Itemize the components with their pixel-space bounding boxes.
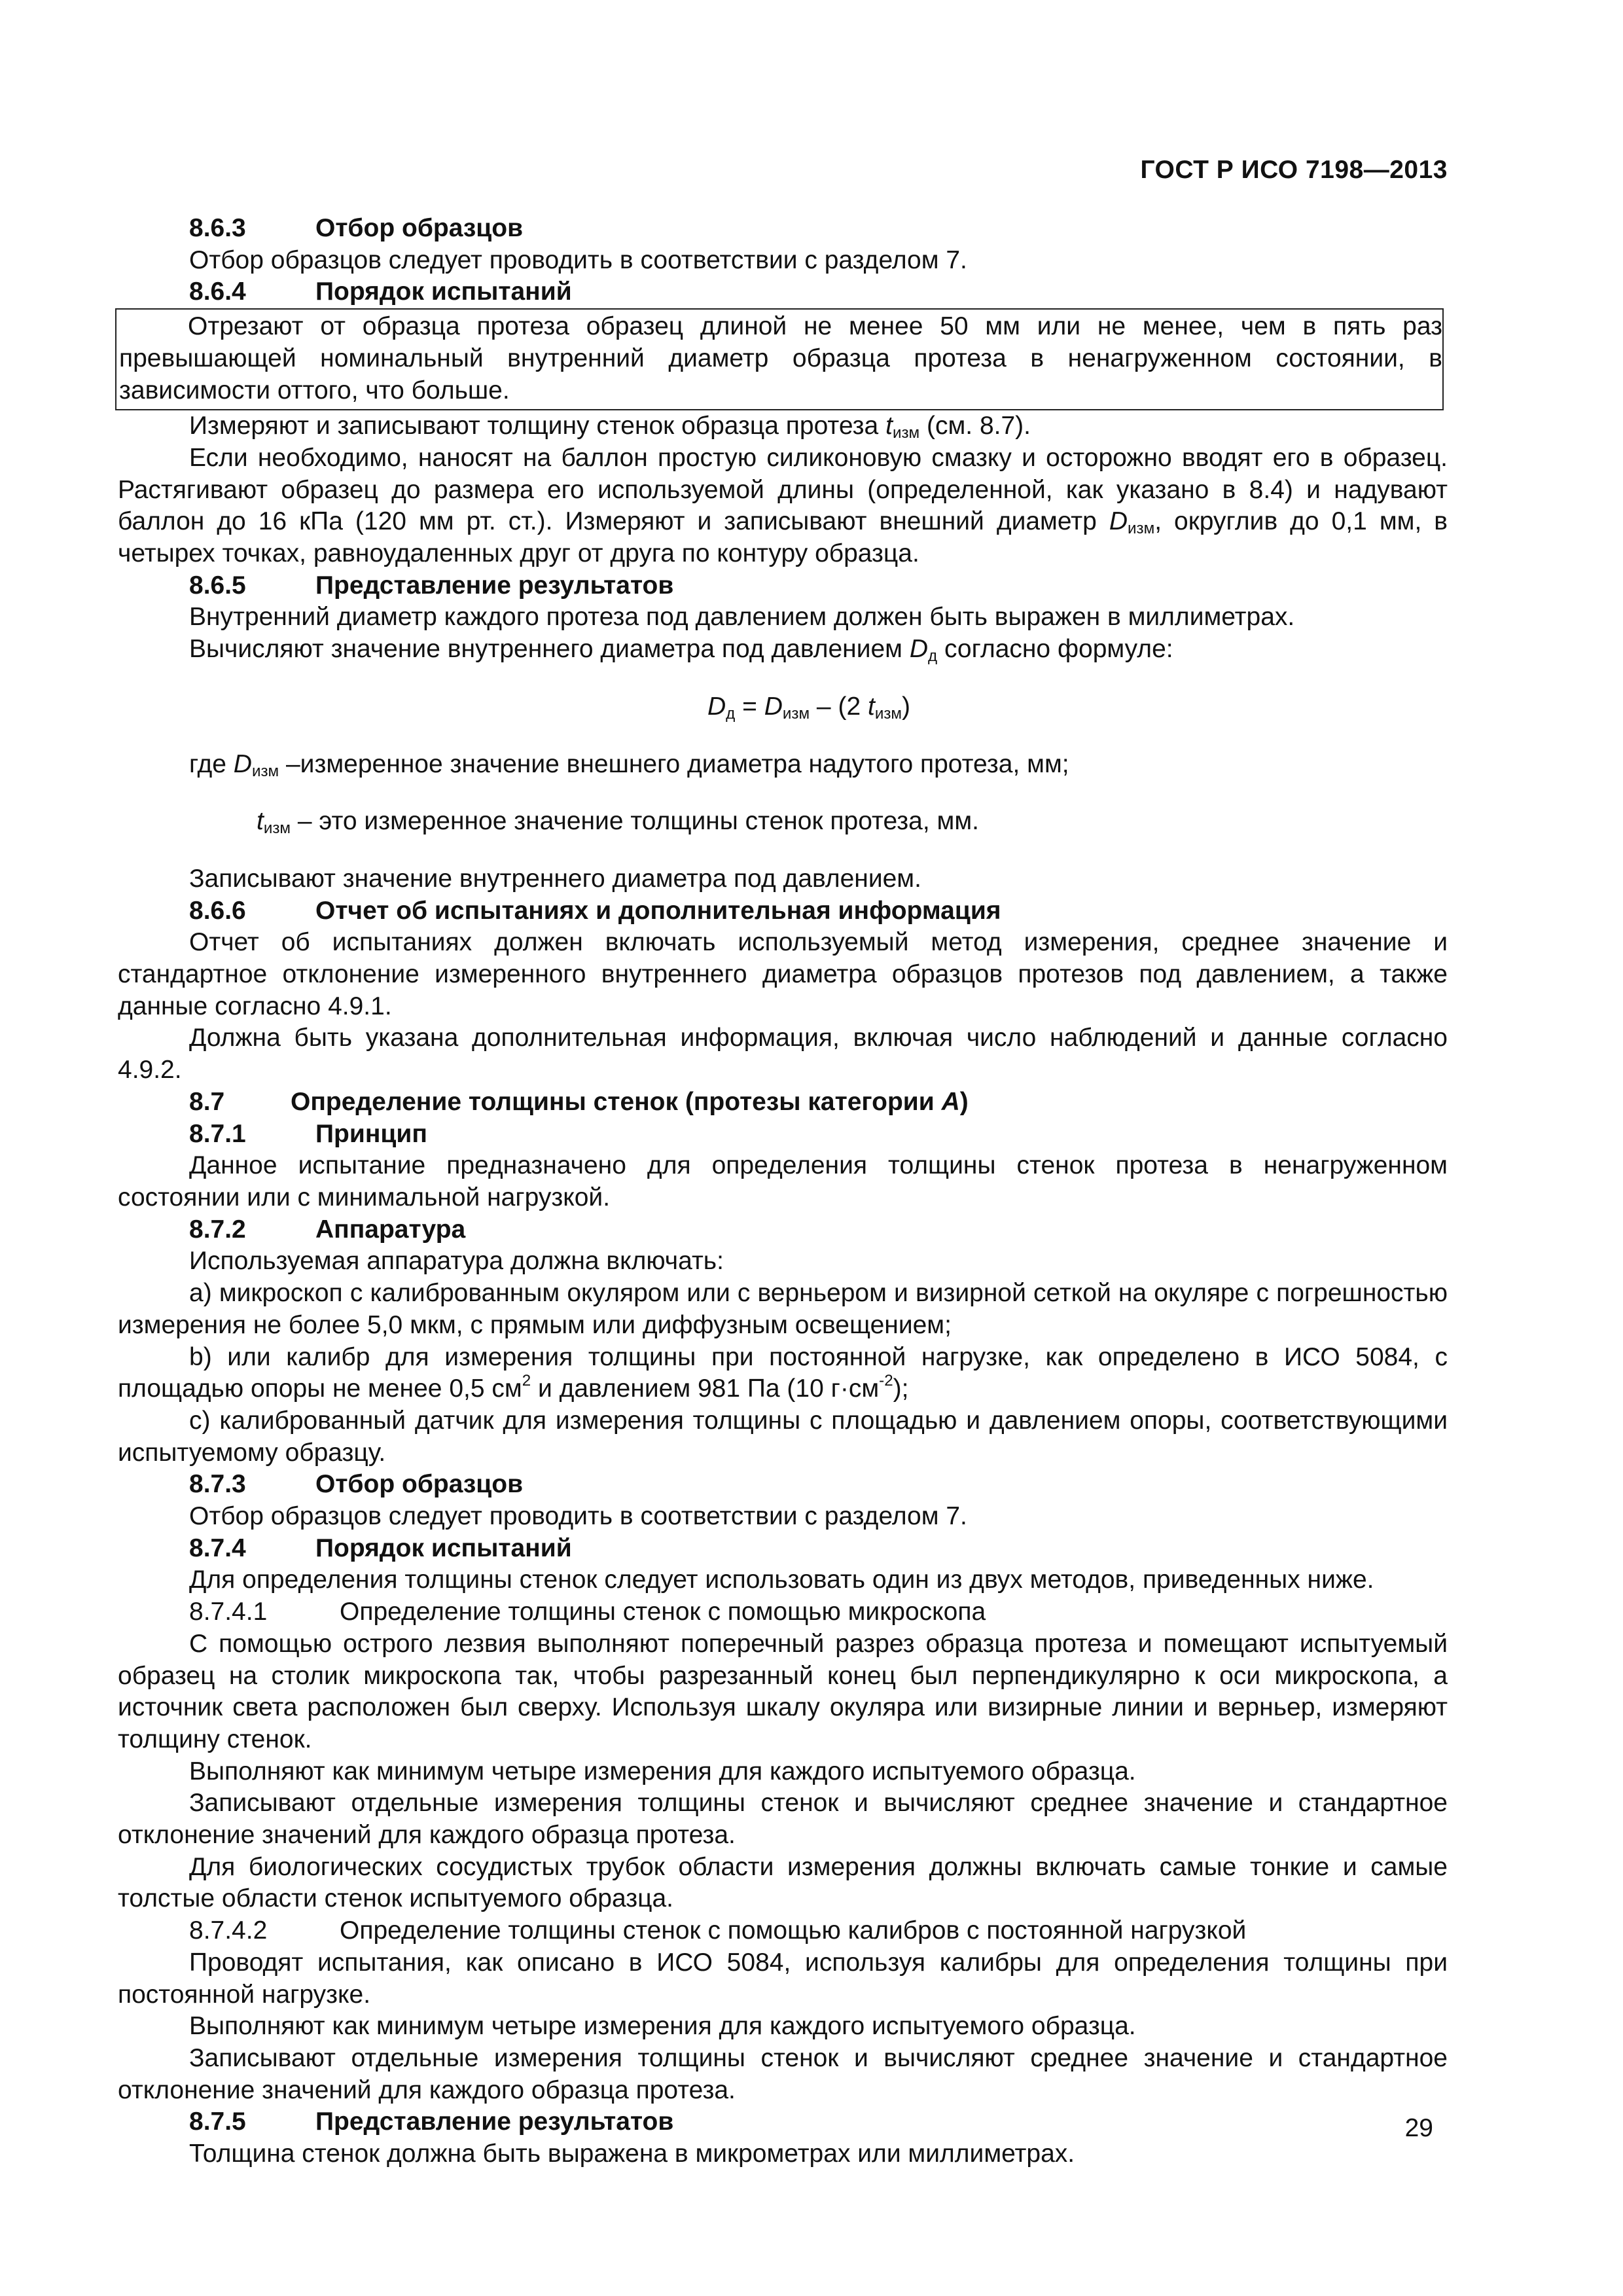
superscript: 2 xyxy=(522,1372,531,1390)
section-title: Аппаратура xyxy=(315,1215,466,1244)
subscript: изм xyxy=(251,762,279,780)
paragraph xyxy=(118,634,1448,666)
section-heading-8-6-3 xyxy=(118,213,1448,245)
text-run: где xyxy=(189,749,234,778)
text-run: согласно формуле: xyxy=(937,635,1173,664)
text-run: и давлением 981 Па (10 г·см xyxy=(531,1374,880,1403)
variable: D xyxy=(909,635,928,664)
section-heading-8-6-4 xyxy=(118,276,1448,308)
section-heading-8-7-1 xyxy=(118,1119,1448,1151)
text-run: Вычисляют значение внутреннего диаметра под давлением xyxy=(189,635,910,664)
section-number: 8.6.5 xyxy=(189,571,246,600)
section-number: 8.6.6 xyxy=(189,896,246,925)
where-clause xyxy=(118,749,1448,781)
paragraph: Проводят испытания, как описано в ИСО 5084, используя калибры для определения толщины при постоянной нагрузке. xyxy=(118,1948,1448,2009)
paragraph: Выполняют как минимум четыре измерения для каждого испытуемого образца. xyxy=(189,1757,1136,1785)
paragraph: Отбор образцов следует проводить в соответствии с разделом 7. xyxy=(189,245,967,274)
paragraph: Для биологических сосудистых трубок области измерения должны включать самые тонкие и самые толстые области стенок испытуемого образца. xyxy=(118,1852,1448,1913)
paragraph: Внутренний диаметр каждого протеза под давлением должен быть выражен в миллиметрах. xyxy=(189,603,1295,632)
text-run: Если необходимо, наносят на баллон простую силиконовую смазку и осторожно вводят его в образец. Растягивают образец до размера его используемой длины (определенной, как указано в 8.4) и надувают баллон до 16 кПа (120 мм рт. ст.). Измеряют и записывают внешний диаметр xyxy=(118,443,1448,536)
subsection-number: 8.7.4.2 xyxy=(189,1916,268,1945)
paragraph: Для определения толщины стенок следует использовать один из двух методов, приведенных ниже. xyxy=(189,1566,1374,1594)
subsection-title: Определение толщины стенок с помощью микроскопа xyxy=(340,1598,986,1626)
text-run: b) или калибр для измерения толщины при постоянной нагрузке, как определено в ИСО 5084, с площадью опоры не менее 0,5 см xyxy=(118,1342,1448,1403)
page-number: 29 xyxy=(1404,2114,1433,2142)
document-code-header: ГОСТ Р ИСО 7198—2013 xyxy=(1140,156,1448,184)
subsection-heading-8-7-4-1 xyxy=(118,1596,1448,1628)
section-heading-8-7-4 xyxy=(118,1533,1448,1565)
variable: D xyxy=(233,749,252,778)
variable: t xyxy=(867,692,875,721)
section-heading-8-7-3 xyxy=(118,1469,1448,1501)
section-number: 8.7.3 xyxy=(189,1470,246,1499)
list-item: а) микроскоп с калиброванным окуляром или с верньером и визирной сеткой на окуляре с погрешностью измерения не более 5,0 мкм, с прямым или диффузным освещением; xyxy=(118,1279,1448,1339)
variable: D xyxy=(707,692,726,721)
text-run: ) xyxy=(959,1087,969,1116)
paragraph: Отбор образцов следует проводить в соответствии с разделом 7. xyxy=(189,1502,967,1531)
list-item xyxy=(118,1342,1448,1405)
section-number: 8.7.4 xyxy=(189,1534,246,1562)
section-number: 8.6.3 xyxy=(189,214,246,242)
paragraph: Должна быть указана дополнительная информация, включая число наблюдений и данные согласно 4.9.2. xyxy=(118,1024,1448,1085)
text-run: Измеряют и записывают толщину стенок образца протеза xyxy=(189,412,886,440)
list-item: с) калиброванный датчик для измерения толщины с площадью и давлением опоры, соответствующими испытуемому образцу. xyxy=(118,1406,1448,1467)
section-heading-8-7-5 xyxy=(118,2106,1448,2138)
variable: t xyxy=(257,807,264,836)
section-title: Принцип xyxy=(315,1119,427,1148)
section-title: Отчет об испытаниях и дополнительная информация xyxy=(315,896,1001,925)
subscript: изм xyxy=(874,704,902,723)
superscript: -2 xyxy=(879,1372,893,1390)
section-heading-8-6-5 xyxy=(118,570,1448,602)
text-run: ) xyxy=(902,692,911,721)
subscript: изм xyxy=(892,424,920,442)
section-title: Представление результатов xyxy=(315,2108,674,2136)
section-number: 8.6.4 xyxy=(189,278,246,306)
variable: D xyxy=(1109,507,1128,536)
subscript: изм xyxy=(1128,520,1155,538)
subsection-title: Определение толщины стенок с помощью калибров с постоянной нагрузкой xyxy=(340,1916,1247,1945)
section-title: Отбор образцов xyxy=(315,214,524,242)
paragraph: С помощью острого лезвия выполняют поперечный разрез образца протеза и помещают испытуемый образец на столик микроскопа так, чтобы разрезанный конец был перпендикулярно к оси микроскопа, а источник света расположен был сверху. Используя шкалу окуляра или визирные линии и верньер, измеряют толщину стенок. xyxy=(118,1629,1448,1753)
paragraph: Используемая аппаратура должна включать: xyxy=(189,1247,724,1276)
section-heading-8-6-6 xyxy=(118,895,1448,927)
formula xyxy=(118,691,1448,723)
subscript: изм xyxy=(263,819,291,838)
variable: D xyxy=(764,692,783,721)
section-number: 8.7.2 xyxy=(189,1215,246,1244)
section-title: Порядок испытаний xyxy=(315,1534,572,1562)
boxed-paragraph: Отрезают от образца протеза образец длиной не менее 50 мм или не менее, чем в пять раз превышающей номинальный внутренний диаметр образца протеза в ненагруженном состоянии, в зависимости оттого, что больше. xyxy=(115,308,1444,410)
subsection-heading-8-7-4-2 xyxy=(118,1915,1448,1947)
section-number: 8.7.1 xyxy=(189,1119,246,1148)
paragraph: Выполняют как минимум четыре измерения для каждого испытуемого образца. xyxy=(189,2012,1136,2041)
section-number: 8.7.5 xyxy=(189,2108,246,2136)
paragraph: Записывают отдельные измерения толщины стенок и вычисляют среднее значение и стандартное отклонение значений для каждого образца протеза. xyxy=(118,1789,1448,1850)
text-run: – это измеренное значение толщины стенок протеза, мм. xyxy=(291,807,979,836)
text-run: = xyxy=(735,692,764,721)
subscript: изм xyxy=(782,704,810,723)
paragraph: Данное испытание предназначено для определения толщины стенок протеза в ненагруженном состоянии или с минимальной нагрузкой. xyxy=(118,1151,1448,1211)
section-heading-8-7 xyxy=(118,1086,1448,1119)
section-title: Представление результатов xyxy=(315,571,674,600)
section-heading-8-7-2 xyxy=(118,1214,1448,1246)
variable: t xyxy=(885,412,893,440)
paragraph: Толщина стенок должна быть выражена в микрометрах или миллиметрах. xyxy=(189,2140,1075,2168)
section-title: Порядок испытаний xyxy=(315,278,572,306)
text-run: ); xyxy=(893,1374,909,1403)
section-title: Отбор образцов xyxy=(315,1470,524,1499)
subscript: д xyxy=(928,647,938,666)
text-run: – (2 xyxy=(810,692,868,721)
paragraph: Отчет об испытаниях должен включать используемый метод измерения, среднее значение и стандартное отклонение измеренного внутреннего диаметра образцов протезов под давлением, а также данные согласно 4.9.1. xyxy=(118,928,1448,1020)
text-run: –измеренное значение внешнего диаметра надутого протеза, мм; xyxy=(279,749,1069,778)
document-body xyxy=(118,213,1448,2170)
paragraph xyxy=(118,410,1448,442)
paragraph xyxy=(118,442,1448,570)
subsection-number: 8.7.4.1 xyxy=(189,1598,268,1626)
paragraph: Записывают отдельные измерения толщины стенок и вычисляют среднее значение и стандартное отклонение значений для каждого образца протеза. xyxy=(118,2043,1448,2104)
text-run: Определение толщины стенок (протезы категории xyxy=(291,1087,942,1116)
variable: A xyxy=(941,1087,960,1116)
subscript: д xyxy=(726,704,736,723)
section-title xyxy=(291,1086,969,1119)
section-number: 8.7 xyxy=(189,1087,225,1116)
where-clause xyxy=(118,806,1448,838)
paragraph: Записывают значение внутреннего диаметра под давлением. xyxy=(189,864,921,893)
text-run: (см. 8.7). xyxy=(919,412,1031,440)
text-run: , округлив до 0,1 мм, в четырех точках, равноудаленных друг от друга по контуру образца. xyxy=(118,507,1448,568)
